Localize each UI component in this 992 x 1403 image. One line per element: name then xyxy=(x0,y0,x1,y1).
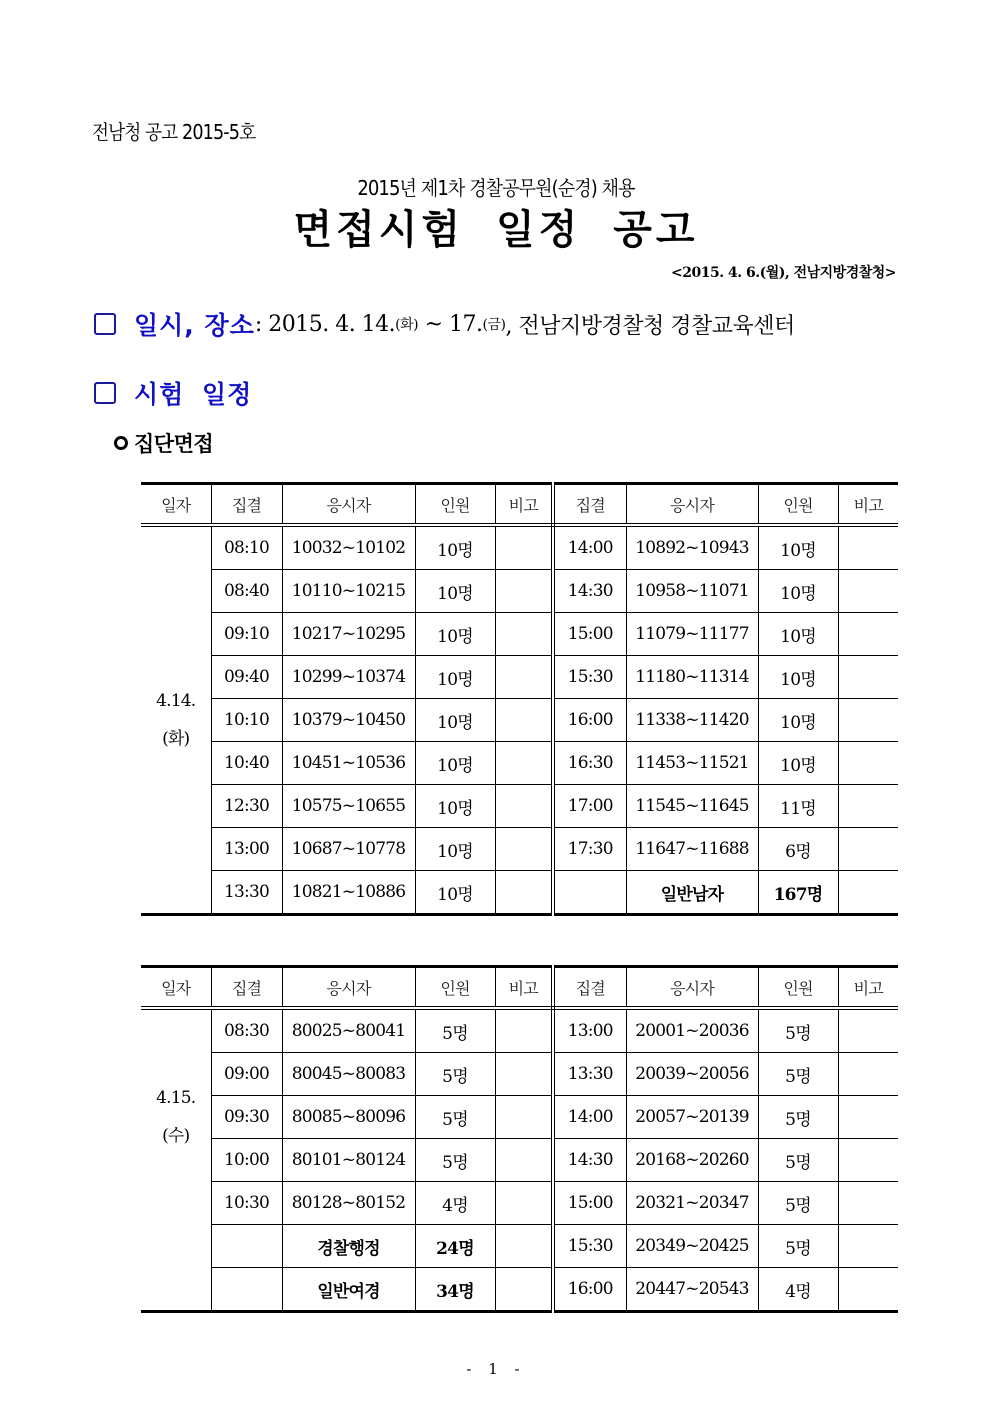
count-cell: 5명 xyxy=(415,1096,495,1139)
time-cell xyxy=(211,1268,282,1312)
applicant-range-cell: 11453~11521 xyxy=(626,742,758,785)
applicant-range-cell: 10958~11071 xyxy=(626,570,758,613)
time-cell: 08:10 xyxy=(211,525,282,570)
date-cell xyxy=(141,525,211,915)
issue-date-line: <2015. 4. 6.(월), 전남지방경찰청> xyxy=(671,265,896,281)
count-cell: 10명 xyxy=(758,613,838,656)
time-cell: 16:30 xyxy=(553,742,626,785)
time-cell: 15:30 xyxy=(553,1225,626,1268)
count-cell: 10명 xyxy=(415,699,495,742)
applicant-range-cell: 10110~10215 xyxy=(282,570,415,613)
applicant-range-cell: 20168~20260 xyxy=(626,1139,758,1182)
table-row xyxy=(141,613,898,656)
applicant-range-cell: 11338~11420 xyxy=(626,699,758,742)
day-text: (금) xyxy=(482,317,506,333)
table-row xyxy=(141,1008,898,1053)
remarks-cell xyxy=(495,742,553,785)
remarks-cell xyxy=(495,871,553,915)
table-row xyxy=(141,742,898,785)
time-cell: 10:30 xyxy=(211,1182,282,1225)
remarks-cell xyxy=(838,785,898,828)
time-cell: 09:00 xyxy=(211,1053,282,1096)
day-value: (화) xyxy=(162,729,190,749)
remarks-cell xyxy=(495,1182,553,1225)
header-remarks: 비고 xyxy=(838,484,898,526)
count-cell: 10명 xyxy=(415,570,495,613)
applicant-range-cell: 10687~10778 xyxy=(282,828,415,871)
total-count-cell: 167명 xyxy=(758,871,838,915)
remarks-cell xyxy=(495,785,553,828)
header-time: 집결 xyxy=(553,484,626,526)
time-cell: 09:40 xyxy=(211,656,282,699)
date-value: 4.15. xyxy=(156,1088,196,1109)
time-cell: 15:00 xyxy=(553,1182,626,1225)
count-cell: 4명 xyxy=(758,1268,838,1312)
count-cell: 5명 xyxy=(415,1008,495,1053)
applicant-range-cell: 11545~11645 xyxy=(626,785,758,828)
count-cell: 10명 xyxy=(415,785,495,828)
remarks-cell xyxy=(838,1225,898,1268)
remarks-cell xyxy=(495,1225,553,1268)
header-time: 집결 xyxy=(211,967,282,1009)
time-cell: 08:30 xyxy=(211,1008,282,1053)
subsection-label: 집단면접 xyxy=(134,431,214,456)
remarks-cell xyxy=(838,699,898,742)
count-cell: 5명 xyxy=(758,1008,838,1053)
remarks-cell xyxy=(495,1096,553,1139)
section-exam-schedule xyxy=(94,375,252,411)
time-cell: 16:00 xyxy=(553,1268,626,1312)
remarks-cell xyxy=(838,656,898,699)
count-cell: 5명 xyxy=(415,1139,495,1182)
remarks-cell xyxy=(495,1053,553,1096)
remarks-cell xyxy=(495,1268,553,1312)
count-cell: 10명 xyxy=(758,570,838,613)
applicant-range-cell: 80025~80041 xyxy=(282,1008,415,1053)
total-count-cell: 34명 xyxy=(415,1268,495,1312)
time-cell: 17:30 xyxy=(553,828,626,871)
count-cell: 10명 xyxy=(415,742,495,785)
header-applicants: 응시자 xyxy=(626,484,758,526)
table-row xyxy=(141,871,898,915)
table-row xyxy=(141,828,898,871)
count-cell: 10명 xyxy=(415,613,495,656)
header-remarks: 비고 xyxy=(495,484,553,526)
remarks-cell xyxy=(838,871,898,915)
remarks-cell xyxy=(838,525,898,570)
header-date: 일자 xyxy=(141,484,211,526)
remarks-cell xyxy=(495,828,553,871)
count-cell: 10명 xyxy=(758,525,838,570)
applicant-range-cell: 80085~80096 xyxy=(282,1096,415,1139)
header-remarks: 비고 xyxy=(838,967,898,1009)
time-cell: 13:00 xyxy=(211,828,282,871)
count-cell: 5명 xyxy=(415,1053,495,1096)
count-cell: 5명 xyxy=(758,1053,838,1096)
document-subtitle: 2015년 제1차 경찰공무원(순경) 채용 xyxy=(357,176,635,200)
applicant-range-cell: 80101~80124 xyxy=(282,1139,415,1182)
date-value: 4.14. xyxy=(156,691,196,711)
count-cell: 5명 xyxy=(758,1182,838,1225)
time-cell: 13:00 xyxy=(553,1008,626,1053)
location-text: , 전남지방경찰청 경찰교육센터 xyxy=(505,313,795,339)
table-row xyxy=(141,570,898,613)
table-row xyxy=(141,699,898,742)
document-title: 면접시험 일정 공고 xyxy=(293,206,699,253)
applicant-range-cell: 80128~80152 xyxy=(282,1182,415,1225)
table-row xyxy=(141,1139,898,1182)
remarks-cell xyxy=(838,1182,898,1225)
count-cell: 5명 xyxy=(758,1225,838,1268)
day-value: (수) xyxy=(162,1126,190,1147)
category-label-cell: 일반여경 xyxy=(282,1268,415,1312)
section-label: 시험 일정 xyxy=(134,380,253,409)
day-text: (화) xyxy=(395,317,419,333)
section-label: 일시, 장소 xyxy=(134,311,255,340)
header-date: 일자 xyxy=(141,967,211,1009)
applicant-range-cell: 11079~11177 xyxy=(626,613,758,656)
applicant-range-cell: 10299~10374 xyxy=(282,656,415,699)
applicant-range-cell: 10379~10450 xyxy=(282,699,415,742)
header-count: 인원 xyxy=(758,967,838,1009)
time-cell: 12:30 xyxy=(211,785,282,828)
applicant-range-cell: 10217~10295 xyxy=(282,613,415,656)
table-row xyxy=(141,1182,898,1225)
header-applicants: 응시자 xyxy=(282,967,415,1009)
applicant-range-cell: 11647~11688 xyxy=(626,828,758,871)
time-cell: 14:00 xyxy=(553,525,626,570)
applicant-range-cell: 10575~10655 xyxy=(282,785,415,828)
remarks-cell xyxy=(495,1008,553,1053)
table-row xyxy=(141,785,898,828)
count-cell: 4명 xyxy=(415,1182,495,1225)
applicant-range-cell: 20447~20543 xyxy=(626,1268,758,1312)
count-cell: 11명 xyxy=(758,785,838,828)
time-cell xyxy=(553,871,626,915)
time-cell: 10:40 xyxy=(211,742,282,785)
table-row xyxy=(141,656,898,699)
remarks-cell xyxy=(838,1139,898,1182)
applicant-range-cell: 10451~10536 xyxy=(282,742,415,785)
remarks-cell xyxy=(838,742,898,785)
table-header-row xyxy=(141,484,898,526)
date-text: : 2015. 4. 14. xyxy=(254,311,396,337)
page-number: - 1 - xyxy=(466,1360,526,1378)
time-cell: 09:10 xyxy=(211,613,282,656)
total-count-cell: 24명 xyxy=(415,1225,495,1268)
applicant-range-cell: 10892~10943 xyxy=(626,525,758,570)
date-cell-empty xyxy=(141,1225,211,1268)
remarks-cell xyxy=(838,1053,898,1096)
remarks-cell xyxy=(838,613,898,656)
time-cell xyxy=(211,1225,282,1268)
time-cell: 08:40 xyxy=(211,570,282,613)
time-cell: 13:30 xyxy=(211,871,282,915)
count-cell: 5명 xyxy=(758,1096,838,1139)
date-text: ~ 17. xyxy=(418,311,483,337)
applicant-range-cell: 20039~20056 xyxy=(626,1053,758,1096)
applicant-range-cell: 20321~20347 xyxy=(626,1182,758,1225)
time-cell: 14:00 xyxy=(553,1096,626,1139)
header-count: 인원 xyxy=(758,484,838,526)
applicant-range-cell: 10032~10102 xyxy=(282,525,415,570)
time-cell: 14:30 xyxy=(553,1139,626,1182)
count-cell: 10명 xyxy=(415,525,495,570)
applicant-range-cell: 80045~80083 xyxy=(282,1053,415,1096)
table-row xyxy=(141,525,898,570)
time-cell: 13:30 xyxy=(553,1053,626,1096)
announcement-number: 전남청 공고 2015-5호 xyxy=(92,120,256,144)
remarks-cell xyxy=(495,656,553,699)
schedule-table-0414 xyxy=(141,482,898,916)
header-count: 인원 xyxy=(415,484,495,526)
time-cell: 14:30 xyxy=(553,570,626,613)
remarks-cell xyxy=(495,525,553,570)
square-bullet-icon xyxy=(94,313,116,335)
date-cell xyxy=(141,1008,211,1225)
circle-bullet-icon xyxy=(114,436,128,450)
remarks-cell xyxy=(495,699,553,742)
section-datetime-place xyxy=(94,306,795,342)
header-applicants: 응시자 xyxy=(282,484,415,526)
time-cell: 15:00 xyxy=(553,613,626,656)
count-cell: 10명 xyxy=(758,742,838,785)
header-count: 인원 xyxy=(415,967,495,1009)
remarks-cell xyxy=(838,828,898,871)
table-row xyxy=(141,1268,898,1312)
category-label-cell: 경찰행정 xyxy=(282,1225,415,1268)
count-cell: 10명 xyxy=(415,656,495,699)
remarks-cell xyxy=(495,570,553,613)
header-time: 집결 xyxy=(211,484,282,526)
square-bullet-icon xyxy=(94,382,116,404)
table-row xyxy=(141,1225,898,1268)
time-cell: 10:00 xyxy=(211,1139,282,1182)
count-cell: 10명 xyxy=(415,828,495,871)
count-cell: 5명 xyxy=(758,1139,838,1182)
table-row xyxy=(141,1053,898,1096)
count-cell: 10명 xyxy=(415,871,495,915)
header-time: 집결 xyxy=(553,967,626,1009)
category-label-cell: 일반남자 xyxy=(626,871,758,915)
remarks-cell xyxy=(495,1139,553,1182)
schedule-table-0415 xyxy=(141,965,898,1313)
applicant-range-cell: 20057~20139 xyxy=(626,1096,758,1139)
remarks-cell xyxy=(838,1008,898,1053)
time-cell: 15:30 xyxy=(553,656,626,699)
remarks-cell xyxy=(838,1268,898,1312)
time-cell: 17:00 xyxy=(553,785,626,828)
table-header-row xyxy=(141,967,898,1009)
remarks-cell xyxy=(838,1096,898,1139)
count-cell: 6명 xyxy=(758,828,838,871)
count-cell: 10명 xyxy=(758,656,838,699)
applicant-range-cell: 20349~20425 xyxy=(626,1225,758,1268)
table-row xyxy=(141,1096,898,1139)
remarks-cell xyxy=(838,570,898,613)
time-cell: 10:10 xyxy=(211,699,282,742)
applicant-range-cell: 11180~11314 xyxy=(626,656,758,699)
time-cell: 16:00 xyxy=(553,699,626,742)
date-cell-empty xyxy=(141,1268,211,1312)
remarks-cell xyxy=(495,613,553,656)
header-applicants: 응시자 xyxy=(626,967,758,1009)
time-cell: 09:30 xyxy=(211,1096,282,1139)
applicant-range-cell: 20001~20036 xyxy=(626,1008,758,1053)
subsection-group-interview xyxy=(114,428,213,458)
header-remarks: 비고 xyxy=(495,967,553,1009)
count-cell: 10명 xyxy=(758,699,838,742)
applicant-range-cell: 10821~10886 xyxy=(282,871,415,915)
